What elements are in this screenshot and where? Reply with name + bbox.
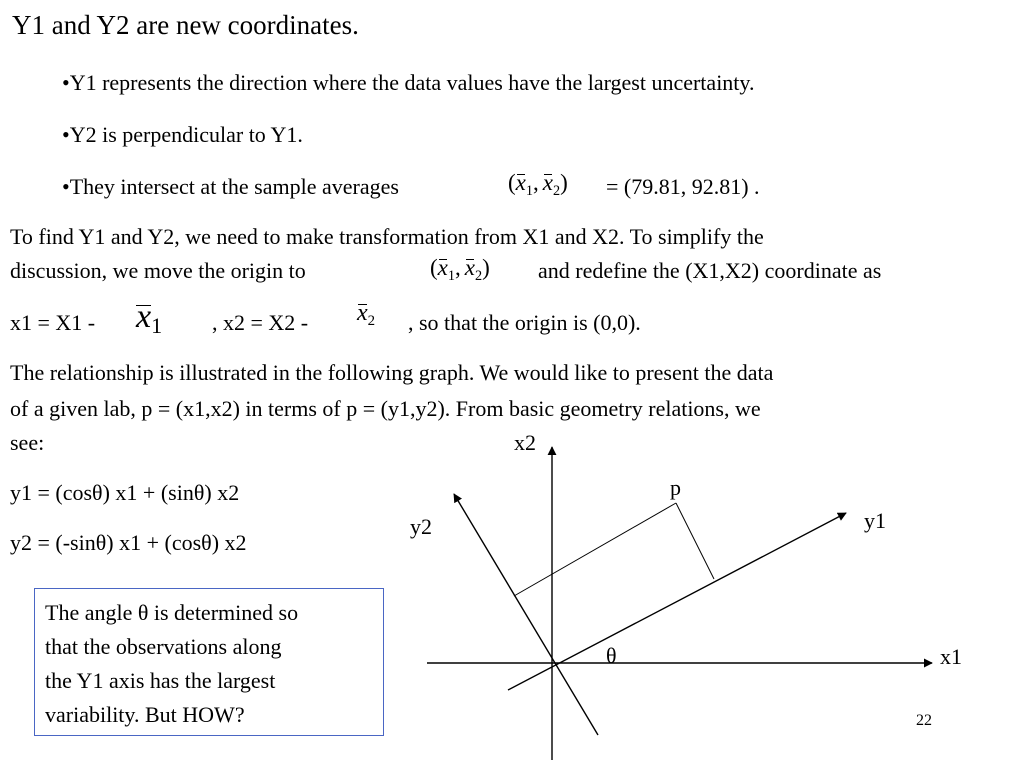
sub-1: 1 xyxy=(525,182,534,199)
projection-onto-y2 xyxy=(514,503,676,596)
slide-title: Y1 and Y2 are new coordinates. xyxy=(12,10,359,40)
label-theta: θ xyxy=(606,643,617,668)
bullet-y2-perpendicular: •Y2 is perpendicular to Y1. xyxy=(62,122,303,147)
equation-origin-note: , so that the origin is (0,0). xyxy=(408,310,641,335)
label-y2: y2 xyxy=(410,514,432,539)
callout-line-4: variability. But HOW? xyxy=(45,702,245,727)
paren-open: ( xyxy=(430,255,438,280)
sub-2: 2 xyxy=(474,267,483,284)
var-x: x xyxy=(515,170,526,195)
var-x: x xyxy=(357,300,368,326)
label-x2: x2 xyxy=(514,430,536,455)
sub-1: 1 xyxy=(151,313,163,339)
callout-line-3: the Y1 axis has the largest xyxy=(45,668,276,693)
equation-x2-prefix: , x2 = X2 - xyxy=(212,310,309,335)
paragraph-2-line-3: see: xyxy=(10,430,45,455)
paren-close: ) xyxy=(482,255,490,280)
bullet-intersect: •They intersect at the sample averages xyxy=(62,174,399,199)
paragraph-2-line-1: The relationship is illustrated in the following graph. We would like to present the data xyxy=(10,360,774,385)
paragraph-1-line-1: To find Y1 and Y2, we need to make transformation from X1 and X2. To simplify the xyxy=(10,224,764,249)
comma: , xyxy=(533,170,539,195)
var-x: x xyxy=(542,170,553,195)
y2-axis xyxy=(454,494,598,735)
equation-y2: y2 = (-sinθ) x1 + (cosθ) x2 xyxy=(10,530,247,555)
paragraph-1-line-2a: discussion, we move the origin to xyxy=(10,258,306,283)
equation-y1: y1 = (cosθ) x1 + (sinθ) x2 xyxy=(10,480,240,505)
sub-2: 2 xyxy=(552,182,561,199)
comma: , xyxy=(455,255,461,280)
paragraph-1-line-2b: and redefine the (X1,X2) coordinate as xyxy=(538,258,882,283)
label-p: p xyxy=(670,475,681,500)
var-x: x xyxy=(136,298,152,335)
sub-2: 2 xyxy=(367,313,376,330)
sample-average-values: = (79.81, 92.81) . xyxy=(606,174,760,199)
var-x: x xyxy=(437,255,448,280)
page-number: 22 xyxy=(916,712,932,729)
label-x1: x1 xyxy=(940,644,962,669)
projection-onto-y1 xyxy=(676,503,714,579)
equation-x1-prefix: x1 = X1 - xyxy=(10,310,96,335)
paren-close: ) xyxy=(560,170,568,195)
callout-line-2: that the observations along xyxy=(45,634,282,659)
sub-1: 1 xyxy=(447,267,456,284)
callout-line-1: The angle θ is determined so xyxy=(45,600,299,625)
var-x: x xyxy=(464,255,475,280)
paragraph-2-line-2: of a given lab, p = (x1,x2) in terms of p = (y1,y2). From basic geometry relations, we xyxy=(10,396,761,421)
paren-open: ( xyxy=(508,170,516,195)
label-y1: y1 xyxy=(864,508,886,533)
bullet-y1-direction: •Y1 represents the direction where the data values have the largest uncertainty. xyxy=(62,70,755,95)
